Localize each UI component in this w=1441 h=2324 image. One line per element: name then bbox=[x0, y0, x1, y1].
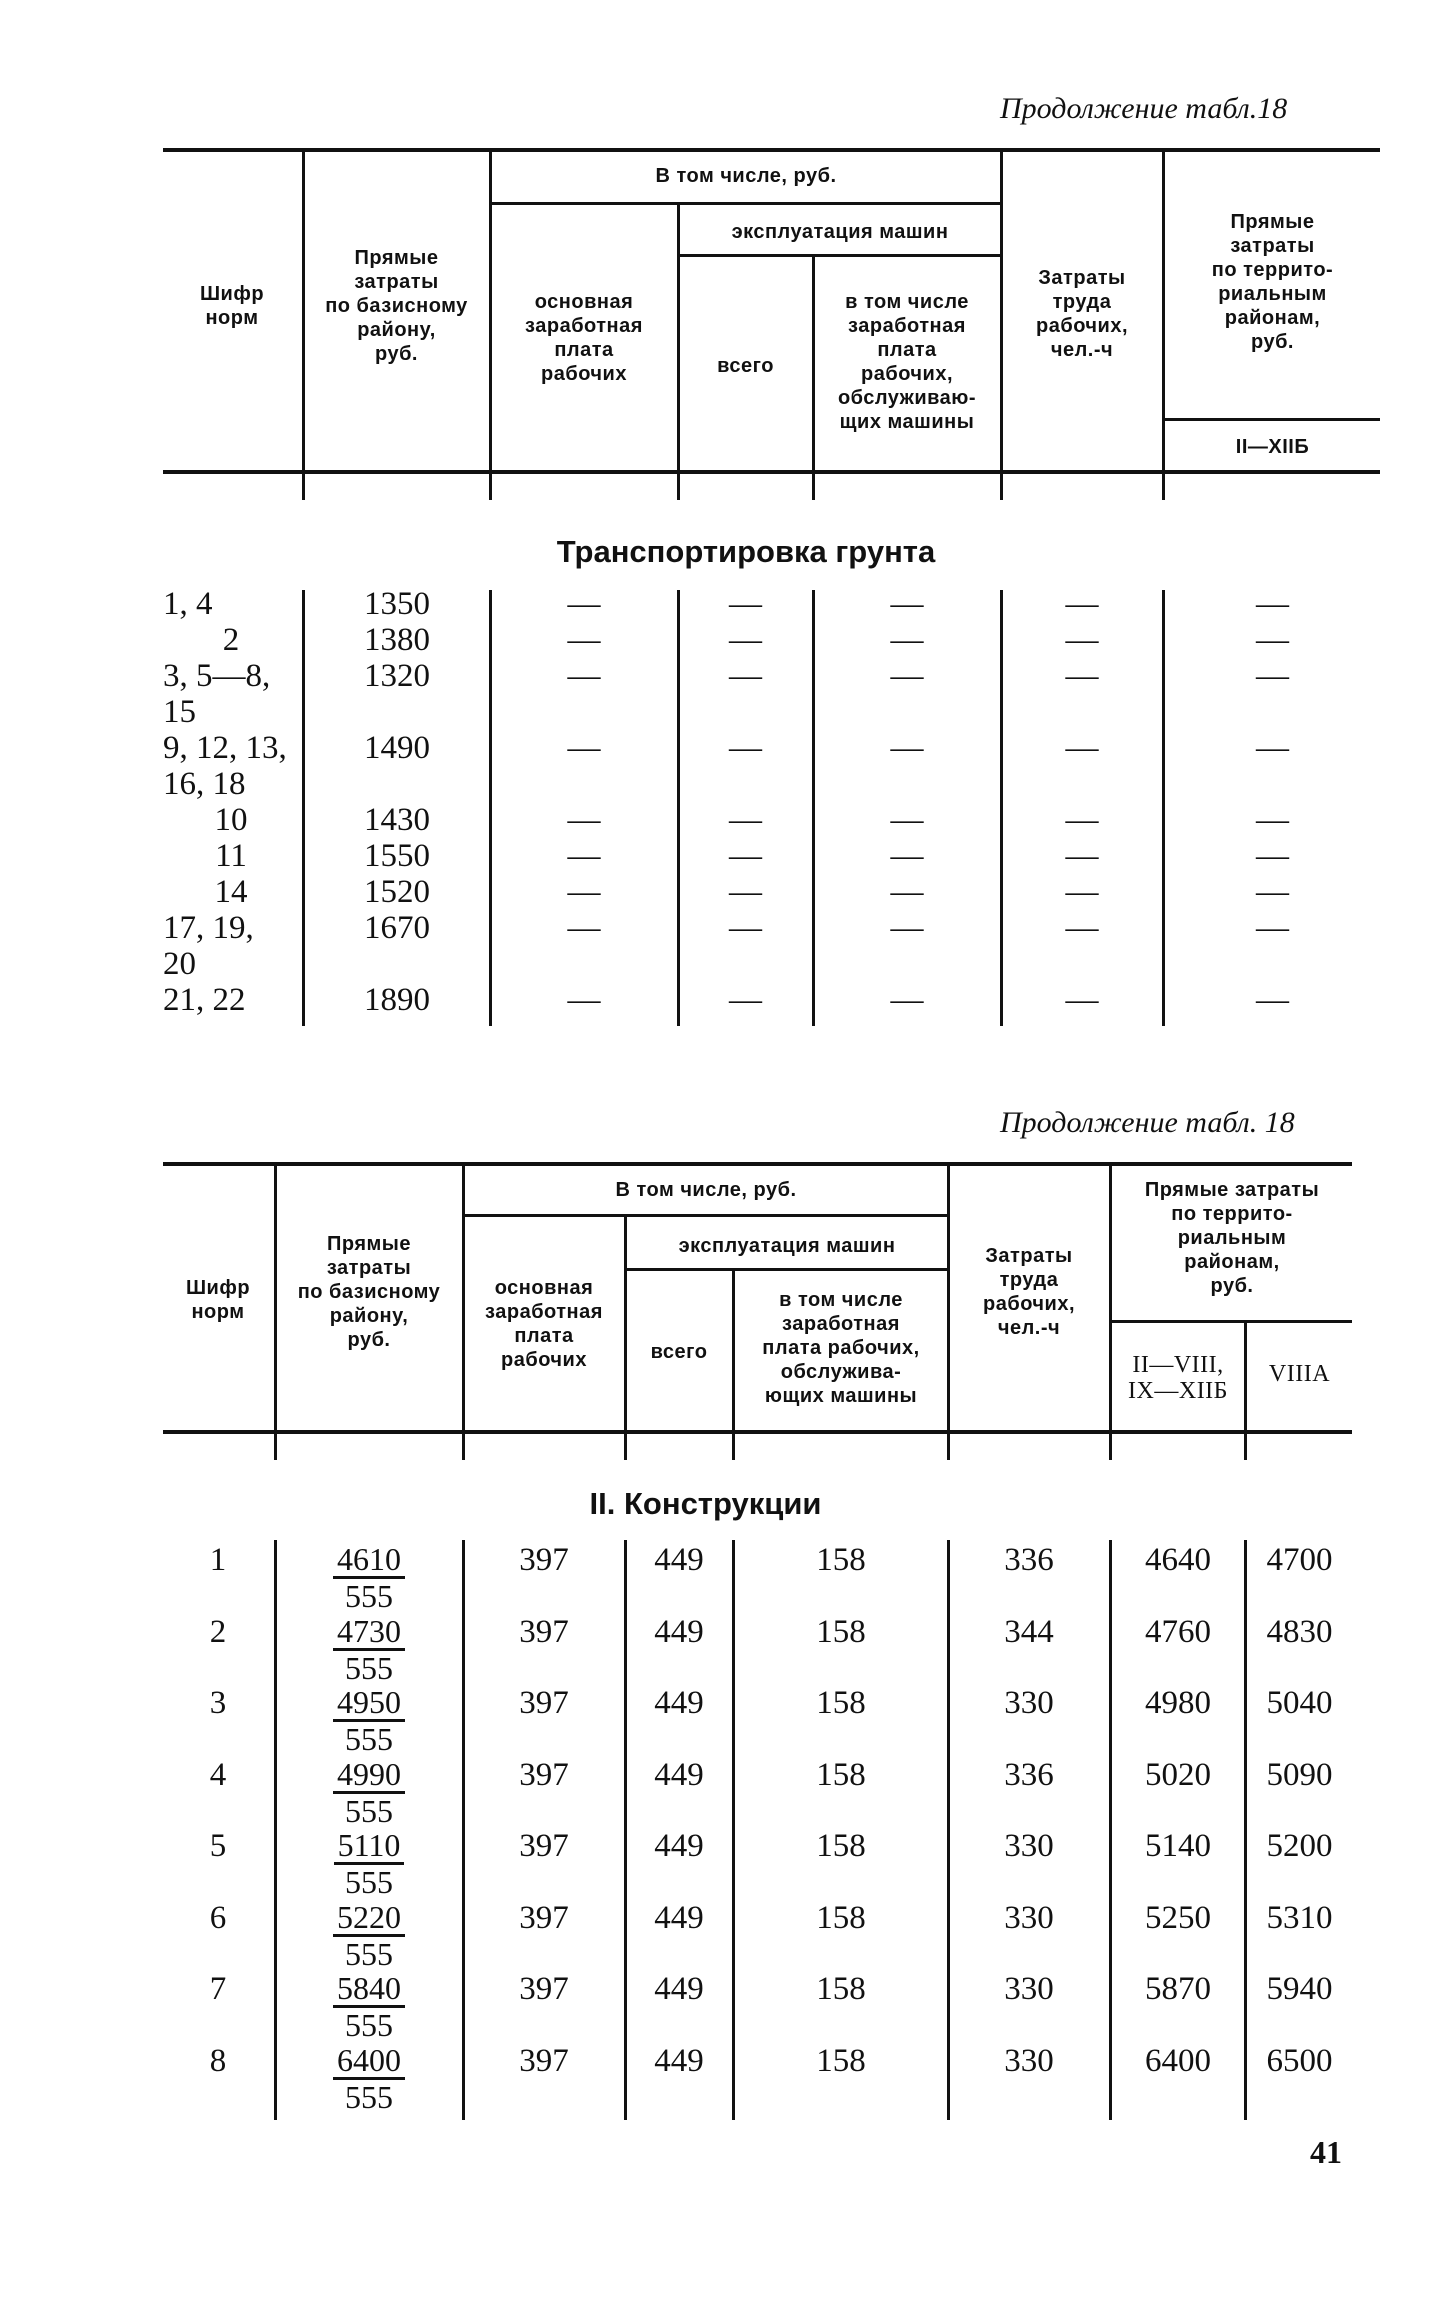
table1-header-bottom-rule bbox=[163, 470, 1380, 474]
row-base-cost: 6400 bbox=[333, 2043, 405, 2080]
row-code: 1 bbox=[209, 1542, 227, 1578]
row-machine-wage: 158 bbox=[816, 1685, 866, 1721]
row-labor: 330 bbox=[1004, 1971, 1054, 2007]
row-dash: — bbox=[1256, 982, 1289, 1018]
row-machine-wage: 158 bbox=[816, 1828, 866, 1864]
row-labor: 330 bbox=[1004, 2043, 1054, 2079]
row-region2: 5200 bbox=[1266, 1828, 1333, 1864]
row-machine-total: 449 bbox=[654, 1614, 704, 1650]
row-region1: 4640 bbox=[1145, 1542, 1211, 1578]
row-dash: — bbox=[567, 730, 601, 766]
table1-header-direct-terr: Прямые затраты по террито- риальным районам, руб. bbox=[1211, 211, 1334, 353]
row-basic-wage: 397 bbox=[519, 1900, 569, 1936]
table2-continuation-title: Продолжение табл. 18 bbox=[1000, 1106, 1295, 1139]
row-region1: 4980 bbox=[1145, 1685, 1211, 1721]
row-dash: — bbox=[567, 982, 601, 1018]
row-base-cost-sub: 555 bbox=[345, 2079, 393, 2115]
row-base-cost: 4730 bbox=[333, 1614, 405, 1651]
table1-header-incl-wage: в том числе заработная плата рабочих, обслуживаю- щих машины bbox=[837, 291, 977, 433]
table2-header-region2: VIIIА bbox=[1268, 1361, 1331, 1387]
row-code: 5 bbox=[209, 1828, 227, 1864]
row-region1: 5250 bbox=[1145, 1900, 1211, 1936]
row-dash: — bbox=[890, 730, 924, 766]
row-code: 3, 5—8, 15 bbox=[163, 658, 271, 730]
table1-top-rule bbox=[163, 148, 1380, 152]
row-base-cost-fraction bbox=[277, 1900, 461, 1971]
row-basic-wage: 397 bbox=[519, 1685, 569, 1721]
row-region2: 5090 bbox=[1266, 1757, 1333, 1793]
table1-header-total: всего bbox=[717, 355, 774, 377]
row-dash: — bbox=[1065, 874, 1099, 910]
row-code: 21, 22 bbox=[163, 982, 246, 1018]
row-machine-wage: 158 bbox=[816, 1614, 866, 1650]
row-code: 8 bbox=[209, 2043, 227, 2079]
page-number: 41 bbox=[1310, 2134, 1342, 2170]
row-code: 10 bbox=[214, 802, 248, 838]
row-code: 6 bbox=[209, 1900, 227, 1936]
row-dash: — bbox=[1256, 586, 1289, 622]
row-base-cost-sub: 555 bbox=[345, 1650, 393, 1686]
table2-header-total: всего bbox=[650, 1341, 708, 1363]
row-region1: 5020 bbox=[1145, 1757, 1211, 1793]
row-code: 1, 4 bbox=[163, 586, 213, 622]
row-dash: — bbox=[1256, 622, 1289, 658]
row-labor: 336 bbox=[1004, 1757, 1054, 1793]
row-base-cost-fraction bbox=[277, 1685, 461, 1756]
row-dash: — bbox=[890, 910, 924, 946]
row-machine-total: 449 bbox=[654, 2043, 704, 2079]
row-base-cost-fraction bbox=[277, 1971, 461, 2042]
row-base-cost: 1550 bbox=[364, 838, 430, 874]
row-dash: — bbox=[890, 838, 924, 874]
row-code: 3 bbox=[209, 1685, 227, 1721]
row-region1: 5870 bbox=[1145, 1971, 1211, 2007]
table2-vline bbox=[1244, 1322, 1247, 1460]
row-basic-wage: 397 bbox=[519, 1828, 569, 1864]
row-dash: — bbox=[567, 622, 601, 658]
row-labor: 330 bbox=[1004, 1685, 1054, 1721]
row-base-cost-fraction bbox=[277, 1614, 461, 1685]
row-dash: — bbox=[1256, 910, 1289, 946]
table2-header-region1: II—VIII, IX—XIIБ bbox=[1128, 1352, 1228, 1404]
row-base-cost: 1520 bbox=[364, 874, 430, 910]
table2-header-labor: Затраты труда рабочих, чел.-ч bbox=[983, 1245, 1075, 1339]
table1-region-rule bbox=[1163, 418, 1380, 421]
table2-machine-rule bbox=[625, 1268, 948, 1271]
row-base-cost: 1890 bbox=[364, 982, 430, 1018]
row-region2: 5040 bbox=[1266, 1685, 1333, 1721]
row-dash: — bbox=[1065, 622, 1099, 658]
table1-header-code: Шифр норм bbox=[199, 283, 265, 329]
row-base-cost: 1380 bbox=[364, 622, 430, 658]
table2-section-title: II. Конструкции bbox=[589, 1486, 822, 1521]
table2-header-code: Шифр норм bbox=[185, 1277, 251, 1323]
row-basic-wage: 397 bbox=[519, 1614, 569, 1650]
table2-top-rule bbox=[163, 1162, 1352, 1166]
row-basic-wage: 397 bbox=[519, 1757, 569, 1793]
row-base-cost: 1320 bbox=[364, 658, 430, 694]
row-base-cost-sub: 555 bbox=[345, 1864, 393, 1900]
row-dash: — bbox=[1256, 730, 1289, 766]
row-dash: — bbox=[1256, 874, 1289, 910]
row-code: 2 bbox=[222, 622, 240, 658]
table2-header-direct-base: Прямые затраты по базисному району, руб. bbox=[297, 1233, 441, 1351]
row-dash: — bbox=[729, 982, 762, 1018]
row-labor: 336 bbox=[1004, 1542, 1054, 1578]
row-base-cost: 4990 bbox=[333, 1757, 405, 1794]
table1-continuation-title: Продолжение табл.18 bbox=[1000, 92, 1288, 125]
row-base-cost: 1670 bbox=[364, 910, 430, 946]
row-machine-total: 449 bbox=[654, 1542, 704, 1578]
row-dash: — bbox=[1065, 910, 1099, 946]
row-code: 14 bbox=[214, 874, 248, 910]
row-base-cost: 5840 bbox=[333, 1971, 405, 2008]
table2-header-direct-terr: Прямые затраты по террито- риальным районам, руб. bbox=[1144, 1179, 1320, 1297]
row-labor: 330 bbox=[1004, 1900, 1054, 1936]
row-dash: — bbox=[1065, 658, 1099, 694]
row-labor: 330 bbox=[1004, 1828, 1054, 1864]
row-dash: — bbox=[890, 874, 924, 910]
row-dash: — bbox=[729, 910, 762, 946]
table2-header-machine-op: эксплуатация машин bbox=[678, 1235, 896, 1257]
row-machine-wage: 158 bbox=[816, 1757, 866, 1793]
table1-header-region: II—XIIБ bbox=[1235, 436, 1310, 458]
row-dash: — bbox=[1256, 802, 1289, 838]
table1-header-basic-wage: основная заработная плата рабочих bbox=[525, 291, 643, 385]
row-region2: 6500 bbox=[1266, 2043, 1333, 2079]
table2-header-incl-wage: в том числе заработная плата рабочих, обслужива- ющих машины bbox=[762, 1289, 920, 1407]
row-base-cost-sub: 555 bbox=[345, 1578, 393, 1614]
row-base-cost: 1490 bbox=[364, 730, 430, 766]
row-base-cost: 1350 bbox=[364, 586, 430, 622]
row-base-cost-fraction bbox=[277, 2043, 461, 2114]
table1-header-including: В том числе, руб. bbox=[655, 165, 837, 187]
row-base-cost-fraction bbox=[277, 1757, 461, 1828]
row-code: 9, 12, 13, 16, 18 bbox=[163, 730, 287, 802]
row-dash: — bbox=[1256, 658, 1289, 694]
row-base-cost: 5110 bbox=[334, 1828, 405, 1865]
row-region1: 4760 bbox=[1145, 1614, 1211, 1650]
row-code: 11 bbox=[215, 838, 247, 874]
row-base-cost-fraction bbox=[277, 1828, 461, 1899]
row-dash: — bbox=[1065, 730, 1099, 766]
row-code: 2 bbox=[209, 1614, 227, 1650]
row-labor: 344 bbox=[1004, 1614, 1054, 1650]
row-dash: — bbox=[890, 622, 924, 658]
row-region2: 4830 bbox=[1266, 1614, 1333, 1650]
table1-section-title: Транспортировка грунта bbox=[556, 534, 936, 569]
row-region1: 6400 bbox=[1145, 2043, 1211, 2079]
row-machine-wage: 158 bbox=[816, 2043, 866, 2079]
row-dash: — bbox=[729, 874, 762, 910]
row-dash: — bbox=[729, 622, 762, 658]
row-code: 17, 19, 20 bbox=[163, 910, 254, 982]
table1-vline bbox=[677, 204, 680, 500]
row-dash: — bbox=[890, 802, 924, 838]
row-code: 7 bbox=[209, 1971, 227, 2007]
row-dash: — bbox=[1065, 838, 1099, 874]
table2-header-basic-wage: основная заработная плата рабочих bbox=[485, 1277, 603, 1371]
row-machine-total: 449 bbox=[654, 1685, 704, 1721]
row-dash: — bbox=[890, 658, 924, 694]
row-dash: — bbox=[567, 910, 601, 946]
row-machine-total: 449 bbox=[654, 1757, 704, 1793]
row-base-cost-sub: 555 bbox=[345, 1721, 393, 1757]
row-basic-wage: 397 bbox=[519, 1542, 569, 1578]
row-region2: 5940 bbox=[1266, 1971, 1333, 2007]
table1-header-direct-base: Прямые затраты по базисному району, руб. bbox=[325, 247, 468, 365]
row-machine-wage: 158 bbox=[816, 1900, 866, 1936]
row-dash: — bbox=[729, 802, 762, 838]
row-dash: — bbox=[1065, 586, 1099, 622]
row-machine-wage: 158 bbox=[816, 1542, 866, 1578]
row-base-cost: 5220 bbox=[333, 1900, 405, 1937]
row-dash: — bbox=[729, 586, 762, 622]
row-base-cost: 1430 bbox=[364, 802, 430, 838]
row-basic-wage: 397 bbox=[519, 2043, 569, 2079]
row-machine-wage: 158 bbox=[816, 1971, 866, 2007]
row-dash: — bbox=[1065, 802, 1099, 838]
row-base-cost-sub: 555 bbox=[345, 1936, 393, 1972]
row-machine-total: 449 bbox=[654, 1828, 704, 1864]
row-base-cost: 4610 bbox=[333, 1542, 405, 1579]
row-base-cost-fraction bbox=[277, 1542, 461, 1613]
row-basic-wage: 397 bbox=[519, 1971, 569, 2007]
row-dash: — bbox=[890, 586, 924, 622]
row-base-cost-sub: 555 bbox=[345, 1793, 393, 1829]
row-dash: — bbox=[729, 838, 762, 874]
table2-header-including: В том числе, руб. bbox=[615, 1179, 797, 1201]
row-base-cost-sub: 555 bbox=[345, 2007, 393, 2043]
row-dash: — bbox=[567, 874, 601, 910]
table2-including-rule bbox=[463, 1214, 948, 1217]
row-region2: 5310 bbox=[1266, 1900, 1333, 1936]
row-dash: — bbox=[729, 730, 762, 766]
row-dash: — bbox=[729, 658, 762, 694]
table2-region-rule bbox=[1110, 1320, 1352, 1323]
row-region1: 5140 bbox=[1145, 1828, 1211, 1864]
row-region2: 4700 bbox=[1266, 1542, 1333, 1578]
row-dash: — bbox=[1065, 982, 1099, 1018]
table1-header-labor: Затраты труда рабочих, чел.-ч bbox=[1036, 267, 1128, 361]
row-dash: — bbox=[567, 658, 601, 694]
row-machine-total: 449 bbox=[654, 1900, 704, 1936]
row-dash: — bbox=[567, 802, 601, 838]
row-dash: — bbox=[567, 586, 601, 622]
row-machine-total: 449 bbox=[654, 1971, 704, 2007]
table1-header-machine-op: эксплуатация машин bbox=[731, 221, 949, 243]
row-dash: — bbox=[890, 982, 924, 1018]
row-base-cost: 4950 bbox=[333, 1685, 405, 1722]
table1-including-rule bbox=[490, 202, 1002, 205]
row-dash: — bbox=[567, 838, 601, 874]
row-code: 4 bbox=[209, 1757, 227, 1793]
table2-header-bottom-rule bbox=[163, 1430, 1352, 1434]
table1-machine-rule bbox=[678, 254, 1002, 257]
row-dash: — bbox=[1256, 838, 1289, 874]
